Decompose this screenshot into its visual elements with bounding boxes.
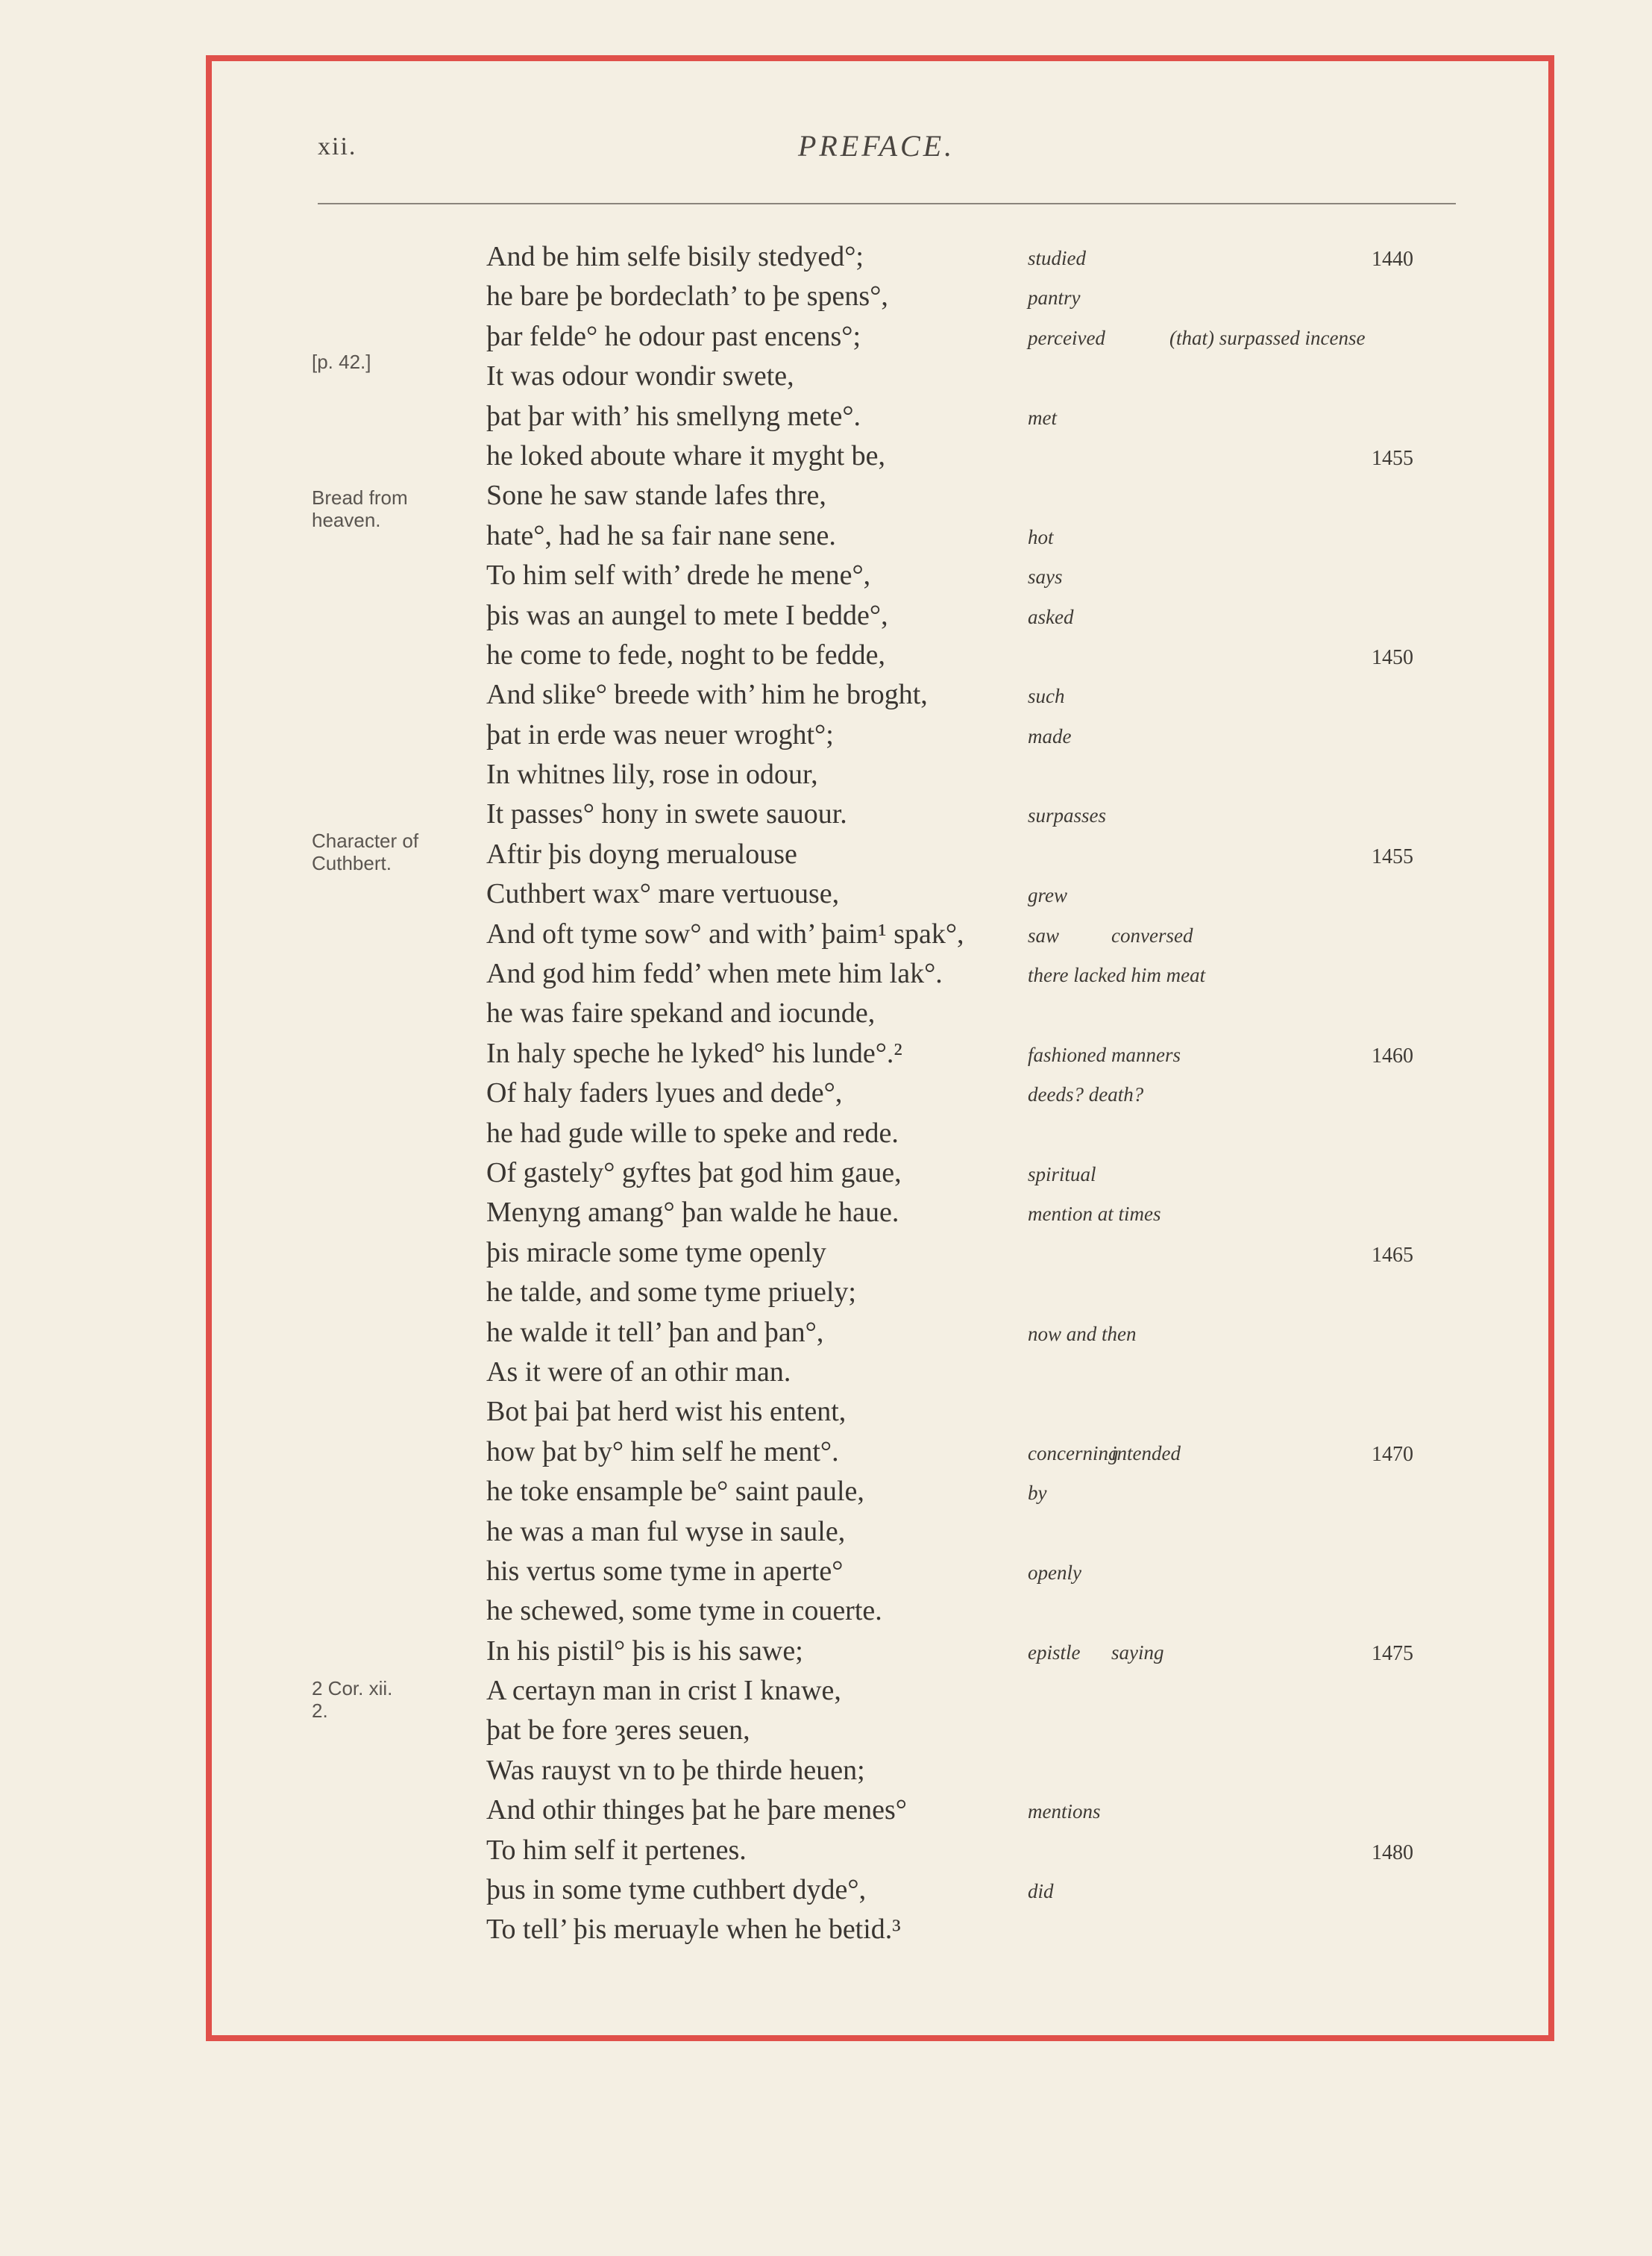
verse-line [0,1512,1652,1552]
verse-text: Cuthbert wax° mare vertuouse, [486,878,840,910]
verse-line [0,556,1652,595]
verse-line [0,1910,1652,1949]
gloss: now and then [1028,1322,1137,1345]
gloss: by [1028,1482,1047,1505]
verse-line [0,1711,1652,1750]
verse-line [0,1392,1652,1432]
verse-text: To him self it pertenes. [486,1834,747,1866]
line-number: 1480 [1372,1840,1413,1864]
gloss: grew [1028,884,1067,907]
verse-text: þus in some tyme cuthbert dyde°, [486,1874,867,1906]
verse-line [0,1831,1652,1870]
verse-text: In whitnes lily, rose in odour, [486,759,818,791]
verse-text: he talde, and some tyme priuely; [486,1276,856,1309]
verse-text: he toke ensample be° saint paule, [486,1476,864,1508]
verse-text: Sone he saw stande lafes thre, [486,480,826,512]
verse-line [0,874,1652,914]
verse-line [0,795,1652,834]
verse-text: And be him selfe bisily stedyed°; [486,241,864,272]
verse-text: how þat by° him self he ment°. [486,1435,839,1467]
verse-text: þar felde° he odour past encens°; [486,320,861,352]
line-number: 1460 [1372,1044,1413,1068]
verse-text: Menyng amang° þan walde he haue. [486,1197,899,1229]
verse-line [0,755,1652,795]
verse-text: And oft tyme sow° and with’ þaim¹ spak°, [486,918,964,950]
gloss: asked [1028,605,1074,628]
gloss: there lacked him meat [1028,964,1206,987]
verse-text: þis miracle some tyme openly [486,1236,826,1268]
gloss: studied [1028,247,1086,269]
gloss: openly [1028,1561,1081,1584]
gloss: made [1028,724,1072,748]
side-note-character-1: Character of [312,830,419,852]
side-note-cor-ref-1: 2 Cor. xii. [312,1677,393,1699]
side-note-bread-2: heaven. [312,509,381,531]
verse-line [0,1472,1652,1511]
verse-line [0,277,1652,316]
verse-line [0,835,1652,874]
line-number: 1455 [1372,446,1413,470]
verse-line [0,1552,1652,1591]
page-title: PREFACE. [798,129,955,163]
verse-text: It was odour wondir swete, [486,360,794,392]
verse-line [0,1632,1652,1671]
verse-line [0,516,1652,556]
gloss: pantry [1028,286,1081,310]
gloss: spiritual [1028,1162,1096,1185]
verse-text: he was faire spekand and iocunde, [486,997,876,1030]
side-note-bread-1: Bread from [312,486,408,509]
verse-text: In haly speche he lyked° his lunde°.² [486,1037,902,1069]
side-note-cor-ref-2: 2. [312,1699,328,1722]
line-number: 1475 [1372,1641,1413,1665]
gloss: mention at times [1028,1203,1161,1226]
verse-text: Of haly faders lyues and dede°, [486,1077,843,1109]
side-note-character-2: Cuthbert. [312,852,392,874]
verse-line [0,915,1652,954]
line-number: 1465 [1372,1243,1413,1267]
side-note-page-ref: [p. 42.] [312,351,371,373]
verse-text: Bot þai þat herd wist his entent, [486,1396,847,1428]
verse-text: he schewed, some tyme in couerte. [486,1595,882,1627]
verse-line [0,237,1652,277]
gloss: did [1028,1880,1054,1903]
verse-text: Was rauyst vn to þe thirde heuen; [486,1754,865,1786]
verse-line [0,357,1652,396]
line-number: 1440 [1372,248,1413,271]
gloss: fashioned [1028,1043,1106,1066]
gloss: perceived [1028,326,1105,349]
verse-text: he was a man ful wyse in saule, [486,1515,846,1547]
verse-line [0,1273,1652,1312]
verse-text: he come to fede, noght to be fedde, [486,639,885,671]
verse-line [0,1790,1652,1830]
verse-line [0,1671,1652,1711]
header-rule [318,203,1456,204]
verse-line [0,1870,1652,1910]
verse-text: To tell’ þis meruayle when he betid.³ [486,1914,901,1946]
verse-text: his vertus some tyme in aperte° [486,1555,844,1587]
verse-line [0,1353,1652,1392]
gloss: deeds? death? [1028,1083,1144,1106]
gloss: mentions [1028,1800,1101,1823]
verse-line [0,1074,1652,1113]
gloss: such [1028,685,1065,708]
verse-text: þat þar with’ his smellyng mete°. [486,400,861,432]
verse-text: And god him fedd’ when mete him lak°. [486,958,943,990]
gloss-secondary: conversed [1111,924,1193,947]
verse-text: It passes° hony in swete sauour. [486,798,847,830]
verse-text: In his pistil° þis is his sawe; [486,1635,803,1667]
verse-text: þat be fore ȝeres seuen, [486,1714,750,1746]
gloss: concerning [1028,1441,1119,1464]
gloss-secondary: intended [1111,1441,1181,1464]
verse-line [0,1153,1652,1193]
verse-line [0,1034,1652,1074]
verse-line [0,1591,1652,1631]
verse-text: þat in erde was neuer wroght°; [486,718,834,751]
gloss-secondary: saying [1111,1641,1164,1664]
verse-line [0,1233,1652,1273]
verse-line [0,954,1652,994]
verse-text: he walde it tell’ þan and þan°, [486,1316,824,1348]
verse-line [0,675,1652,715]
verse-line [0,1751,1652,1790]
verse-line [0,1432,1652,1472]
verse-line [0,636,1652,675]
verse-text: To him self with’ drede he mene°, [486,560,871,592]
gloss: epistle [1028,1641,1081,1664]
verse-text: Aftir þis doyng merualouse [486,838,797,870]
gloss: saw [1028,924,1060,947]
verse-text: And slike° breede with’ him he broght, [486,679,928,711]
verse-line [0,397,1652,436]
verse-text: Of gastely° gyftes þat god him gaue, [486,1156,902,1188]
verse-line [0,476,1652,516]
verse-text-body [0,237,1652,1950]
verse-line [0,715,1652,755]
verse-text: he bare þe bordeclath’ to þe spens°, [486,281,888,313]
gloss: hot [1028,525,1054,548]
verse-line [0,1313,1652,1353]
running-head [0,125,1652,170]
verse-text: he had gude wille to speke and rede. [486,1117,899,1149]
verse-line [0,596,1652,636]
line-number: 1470 [1372,1442,1413,1466]
verse-line [0,436,1652,476]
verse-line [0,1193,1652,1232]
gloss: met [1028,406,1057,429]
verse-line [0,317,1652,357]
gloss: says [1028,565,1063,589]
line-number: 1455 [1372,845,1413,868]
verse-text: As it were of an othir man. [486,1356,791,1388]
verse-line [0,1114,1652,1153]
verse-text: he loked aboute whare it myght be, [486,439,886,471]
gloss-secondary: (that) surpassed incense [1169,326,1366,349]
gloss-secondary: manners [1111,1043,1181,1066]
verse-line [0,994,1652,1033]
verse-text: hate°, had he sa fair nane sene. [486,519,836,551]
verse-text: A certayn man in crist I knawe, [486,1675,841,1707]
line-number: 1450 [1372,645,1413,669]
verse-text: And othir thinges þat he þare menes° [486,1794,907,1826]
verse-text: þis was an aungel to mete I bedde°, [486,599,888,631]
gloss: surpasses [1028,804,1107,827]
page-number: xii. [318,133,357,160]
